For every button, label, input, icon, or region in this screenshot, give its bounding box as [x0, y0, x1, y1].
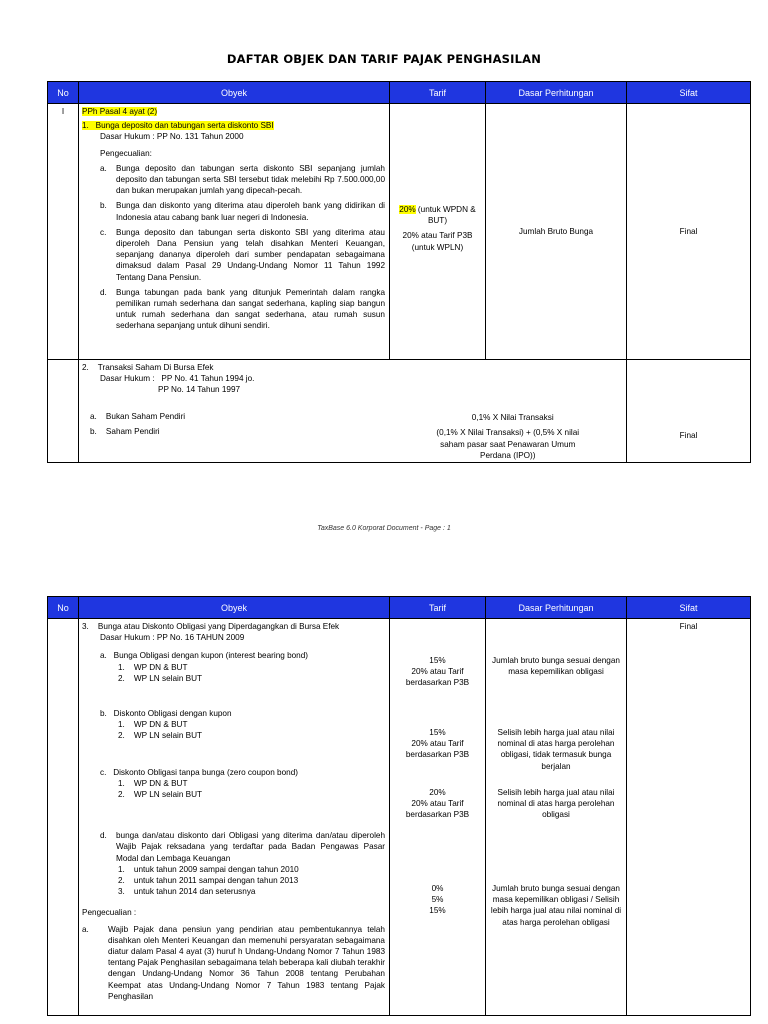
sub-item: 3. untuk tahun 2014 dan seterusnya [118, 887, 256, 897]
tarif-value: 15% [429, 906, 446, 916]
tarif-value: 0% [431, 884, 444, 893]
item-title: 1. Bunga deposito dan tabungan serta diskonto SBI [82, 121, 274, 131]
header-obyek: Obyek [79, 597, 390, 619]
sub-item: 1. WP DN & BUT [118, 662, 188, 672]
tarif-value: 15% [429, 656, 446, 665]
list-text: Bunga deposito dan tabungan serta diskonto SBI sepanjang jumlah deposito dan tabungan serta SBI tersebut tidak melebihi Rp 7.500.000,00 dan bukan merupakan jumlah yang dipecah-pecah. [116, 163, 385, 196]
list-marker: b. [100, 201, 107, 211]
sub-item: 2. untuk tahun 2011 sampai dengan tahun 2013 [118, 876, 299, 886]
exception-item [82, 924, 385, 1002]
tarif-text: (untuk WPDN & BUT) [415, 205, 476, 226]
legal-basis: Dasar Hukum : PP No. 41 Tahun 1994 jo. [100, 374, 255, 384]
tarif-value: 20% [429, 788, 446, 797]
tarif-value: 20% atau Tarif berdasarkan P3B [405, 799, 470, 820]
header-no: No [48, 597, 79, 619]
list-text: Wajib Pajak dana pensiun yang pendirian atau pembentukannya telah disahkan oleh Menteri Keuangan dan memenuhi persyaratan sebagaimana diatur dalam Pasal 4 ayat (3) huruf h Undang-Undang Nomor 7 Tahun 1983 tentang Pajak Penghasilan sebagaimana telah beberapa kali diubah terakhir dengan Undang-Undang Nomor 36 Tahun 2008 tentang Perubahan Keempat atas Undang-Undang Nomor 7 Tahun 1983 tentang Pajak Penghasilan [108, 924, 385, 1001]
table-header-row [48, 82, 751, 104]
list-text: bunga dan/atau diskonto dari Obligasi yang diterima dan/atau diperoleh Wajib Pajak reksadana yang terdaftar pada Badan Pengawas Pasar Modal dan Lembaga Keuangan [116, 831, 385, 863]
list-marker: d. [100, 831, 107, 841]
sifat-cell: Final [627, 360, 751, 463]
sub-item: 2. WP LN selain BUT [118, 673, 203, 683]
tarif-value: 20% atau Tarif berdasarkan P3B [405, 739, 470, 760]
sub-item-c: c. Diskonto Obligasi tanpa bunga (zero coupon bond) [100, 767, 298, 777]
table-header-row [48, 597, 751, 619]
sub-item-a: a. Bunga Obligasi dengan kupon (interest bearing bond) [100, 651, 309, 661]
header-sifat: Sifat [627, 82, 751, 104]
document-title: DAFTAR OBJEK DAN TARIF PAJAK PENGHASILAN [226, 52, 542, 66]
list-item [82, 227, 385, 283]
sifat-cell: Final [627, 619, 751, 1016]
sub-item: 2. WP LN selain BUT [118, 731, 203, 741]
tarif-cell [390, 360, 627, 463]
obyek-cell [79, 360, 390, 463]
list-item: a. Bukan Saham Pendiri [90, 411, 186, 421]
sub-item: 1. WP DN & BUT [118, 778, 188, 788]
tarif-value: 20% atau Tarif berdasarkan P3B [405, 667, 470, 688]
list-item [82, 163, 385, 197]
sub-item-b: b. Diskonto Obligasi dengan kupon [100, 709, 232, 719]
exception-heading: Pengecualian : [82, 908, 137, 918]
exception-heading: Pengecualian: [100, 148, 152, 158]
list-marker: c. [100, 227, 107, 237]
tarif-value: 15% [429, 728, 446, 737]
header-tarif: Tarif [390, 82, 486, 104]
row-number: I [48, 104, 79, 360]
sub-item: 2. WP LN selain BUT [118, 790, 203, 800]
section-heading: PPh Pasal 4 ayat (2) [82, 107, 158, 116]
tarif-value: 5% [431, 895, 444, 905]
header-no: No [48, 82, 79, 104]
dasar-b: Selisih lebih harga jual atau nilai nominal di atas harga perolehan obligasi, tidak termasuk bunga berjalan [497, 728, 615, 771]
list-marker: a. [82, 924, 89, 934]
page-footer: TaxBase 6.0 Korporat Document - Page : 1 [317, 525, 451, 532]
dasar-cell [486, 619, 627, 1016]
obyek-cell [79, 104, 390, 360]
list-marker: a. [100, 163, 107, 173]
tarif-percent: 20% [399, 205, 416, 214]
list-text: Bunga tabungan pada bank yang ditunjuk Pemerintah dalam rangka pemilikan rumah sederhana dan sangat sederhana, kapling siap bangun untuk rumah sederhana dan sangat sederhana, atau rumah susun sederhana sepanjang untuk dihuni sendiri. [116, 287, 385, 331]
list-marker: d. [100, 287, 107, 297]
sub-item: 1. untuk tahun 2009 sampai dengan tahun 2010 [118, 864, 299, 874]
tarif-a [393, 655, 482, 689]
tarif-text-2: (0,1% X Nilai Transaksi) + (0,5% X nilai saham pasar saat Penawaran Umum Perdana (IPO)) [436, 428, 580, 461]
list-text: Bunga deposito dan tabungan serta diskonto SBI yang diterima atau diperoleh Dana Pensiun yang telah disahkan Menteri Keuangan, sepanjang dananya diperoleh dari sumber pendapatan sebagaimana dimaksud dalam Pasal 29 Undang-Undang Nomor 11 Tahun 1992 Tentang Dana Pensiun. [116, 227, 385, 282]
header-sifat: Sifat [627, 597, 751, 619]
legal-basis: Dasar Hukum : PP No. 16 TAHUN 2009 [100, 633, 245, 643]
dasar-d: Jumlah bruto bunga sesuai dengan masa kepemilikan obligasi / Selisih lebih harga jual atau nilai nominal di atas harga perolehan obligasi [490, 884, 622, 927]
item-title: 2. Transaksi Saham Di Bursa Efek [82, 363, 214, 372]
legal-basis-2: PP No. 14 Tahun 1997 [158, 385, 241, 395]
tarif-d [393, 883, 482, 917]
dasar-a: Jumlah bruto bunga sesuai dengan masa kepemilikan obligasi [492, 656, 620, 677]
header-obyek: Obyek [79, 82, 390, 104]
tarif-cell [390, 104, 486, 360]
header-dasar: Dasar Perhitungan [486, 597, 627, 619]
sub-item-d [82, 830, 385, 864]
header-tarif: Tarif [390, 597, 486, 619]
table-row [48, 360, 751, 463]
list-item: b. Saham Pendiri [90, 426, 160, 436]
legal-basis: Dasar Hukum : PP No. 131 Tahun 2000 [100, 132, 244, 142]
list-item [82, 287, 385, 332]
tarif-b [393, 727, 482, 761]
dasar-cell: Jumlah Bruto Bunga [486, 104, 627, 360]
tarif-c [393, 787, 482, 821]
dasar-c: Selisih lebih harga jual atau nilai nominal di atas harga perolehan obligasi [497, 788, 615, 820]
list-item [82, 200, 385, 222]
item-title: 3. Bunga atau Diskonto Obligasi yang Diperdagangkan di Bursa Efek [82, 622, 340, 631]
sifat-cell: Final [627, 104, 751, 360]
list-text: Bunga dan diskonto yang diterima atau diperoleh bank yang didirikan di Indonesia atau cabang bank luar negeri di Indonesia. [116, 201, 385, 222]
sub-item: 1. WP DN & BUT [118, 720, 188, 730]
table-row [48, 619, 751, 1016]
tarif-text-2: 20% atau Tarif P3B (untuk WPLN) [402, 231, 473, 252]
tarif-text: 0,1% X Nilai Transaksi [471, 413, 554, 422]
obyek-cell [79, 619, 390, 1016]
tax-table-page-1 [47, 81, 751, 463]
tarif-cell [390, 619, 486, 1016]
header-dasar: Dasar Perhitungan [486, 82, 627, 104]
table-row [48, 104, 751, 360]
tax-table-page-2 [47, 596, 751, 1016]
